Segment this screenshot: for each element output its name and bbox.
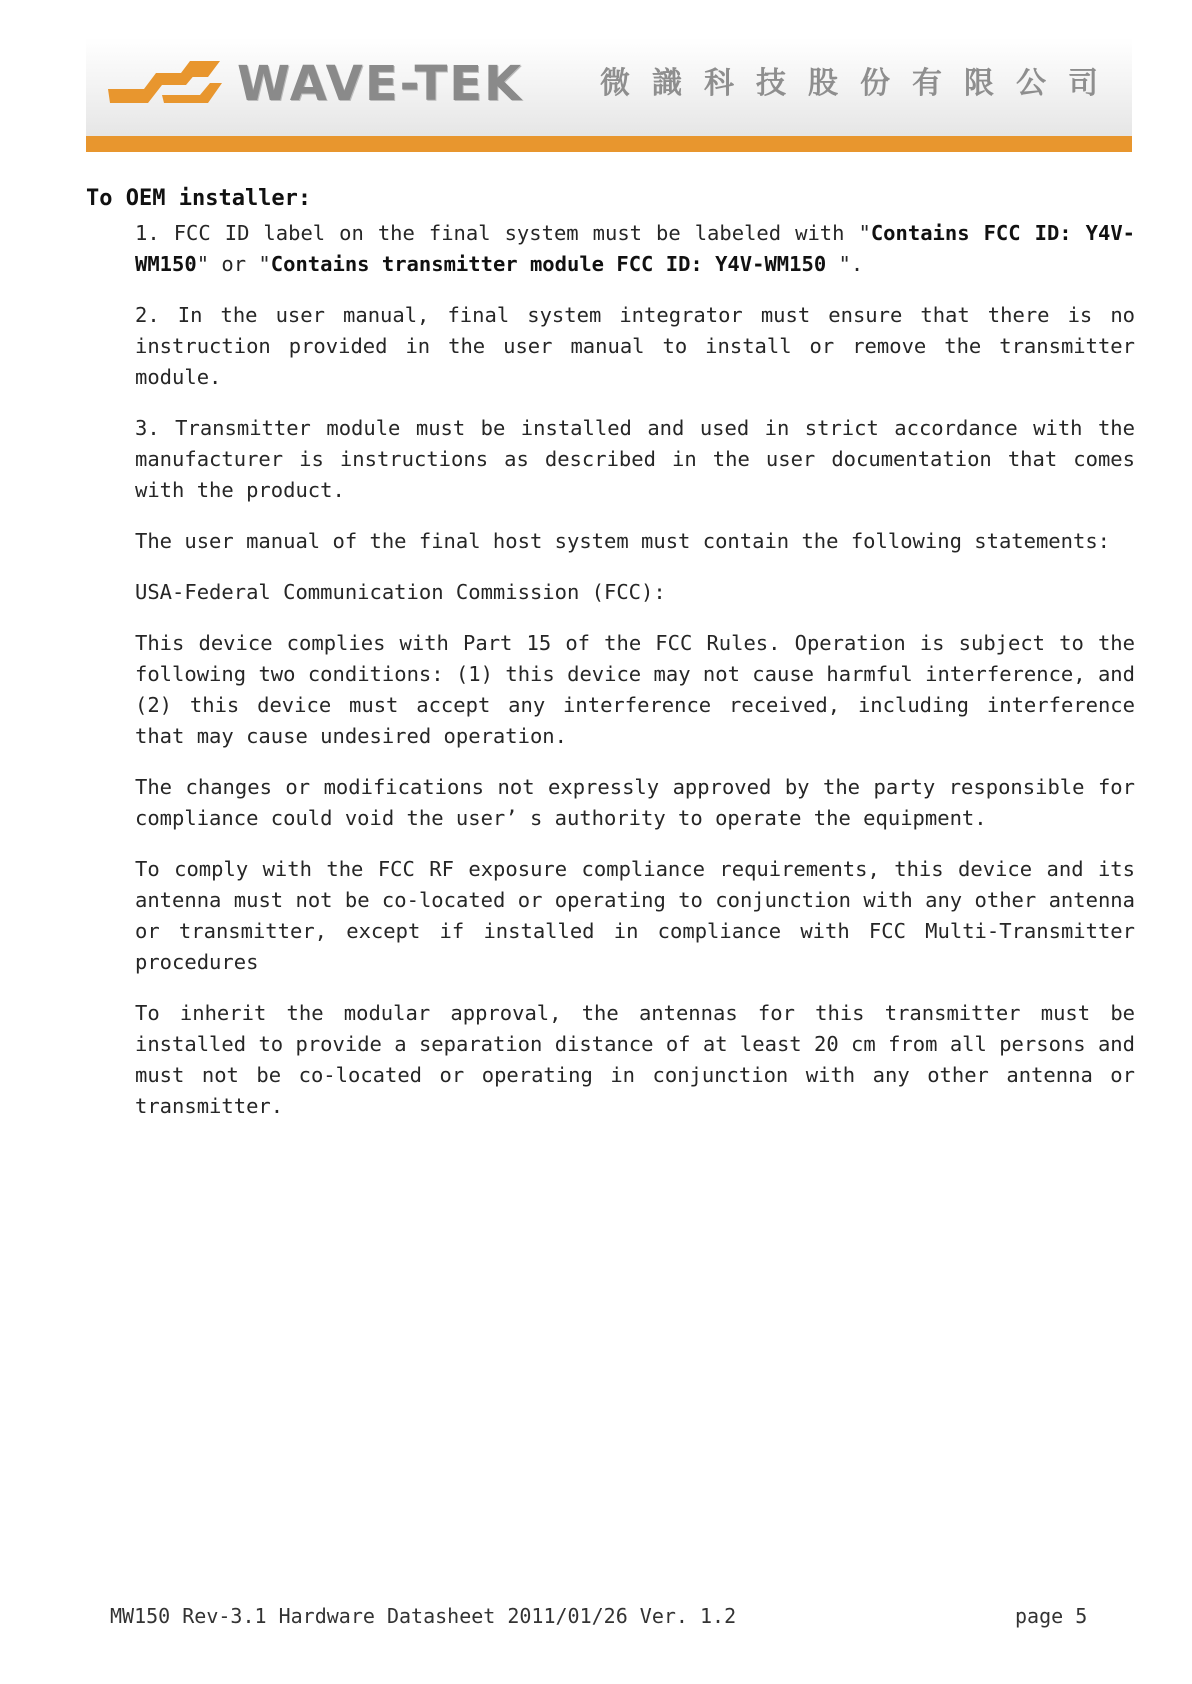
section-heading: To OEM installer: (86, 186, 312, 211)
item1-middle: " or " (196, 252, 271, 276)
logo-text: WAVE-TEK (237, 56, 524, 112)
item1-suffix: ". (826, 252, 864, 276)
paragraph-item-3: 3. Transmitter module must be installed and used in strict accordance with the manufacturer is instructions as described in the user documentation that comes with the product. (135, 416, 1135, 502)
paragraph-item-1 (135, 218, 1135, 280)
wave-tek-logo-icon (104, 55, 224, 119)
header-orange-bar (86, 136, 1132, 152)
paragraph-fcc-part15: This device complies with Part 15 of the FCC Rules. Operation is subject to the following two conditions: (1) this device may not cause harmful interference, and (2) this device must accept any interference received, including interference that may cause undesired operation. (135, 631, 1135, 748)
fcc-id-label-text: Contains FCC ID: Y4V-WM150 (135, 221, 1136, 276)
paragraph-item-2: 2. In the user manual, final system integrator must ensure that there is no instruction provided in the user manual to install or remove the transmitter module. (135, 303, 1135, 389)
paragraph-fcc-heading: USA-Federal Communication Commission (FCC): (135, 580, 666, 604)
footer-document-info: MW150 Rev-3.1 Hardware Datasheet 2011/01/26 Ver. 1.2 (110, 1604, 737, 1628)
company-name-chinese: 微識科技股份有限公司 (600, 66, 1120, 101)
item1-prefix: 1. FCC ID label on the final system must be labeled with " (135, 221, 871, 245)
paragraph-rf-exposure: To comply with the FCC RF exposure compliance requirements, this device and its antenna must not be co-located or operating to conjunction with any other antenna or transmitter, except if installed in compliance with FCC Multi-Transmitter procedures (135, 857, 1135, 974)
paragraph-modular-approval: To inherit the modular approval, the antennas for this transmitter must be installed to provide a separation distance of at least 20 cm from all persons and must not be co-located or operating in conjunction with any other antenna or transmitter. (135, 1001, 1135, 1118)
page-footer (110, 1604, 1110, 1628)
page-number: page 5 (1015, 1604, 1088, 1628)
paragraph-changes-warning: The changes or modifications not expressly approved by the party responsible for compliance could void the user’ s authority to operate the equipment. (135, 775, 1135, 830)
paragraph-statement-intro: The user manual of the final host system must contain the following statements: (135, 529, 1111, 553)
document-body (86, 183, 1136, 1142)
module-fcc-id-label-text: Contains transmitter module FCC ID: Y4V-WM150 (270, 252, 827, 276)
